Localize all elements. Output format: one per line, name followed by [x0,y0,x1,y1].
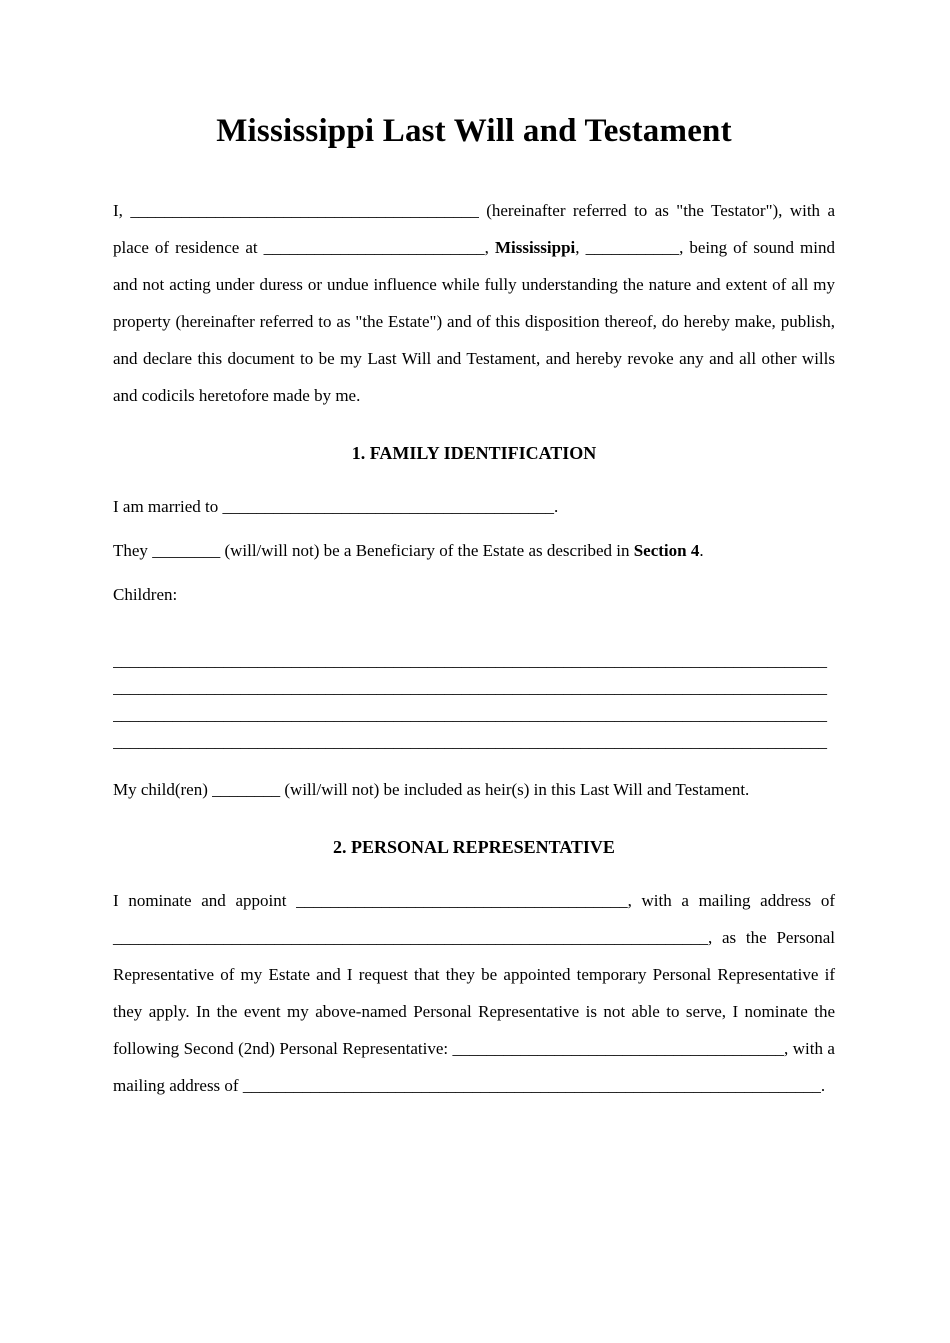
heirs-text-1: My child(ren) [113,779,213,799]
document-title: Mississippi Last Will and Testament [216,113,732,149]
children-line-3[interactable]: ____________________________________________________________________________________ [113,704,827,724]
intro-text-5: , being of sound mind and not acting under duress or undue influence while fully understanding the nature and extent of all my property (hereinafter referred to as "the Estate") and of this disposition thereof, do hereby make, publish, and declare this document to be my Last Will and Testament, and hereby revoke any and all other wills and codicils heretofore made by me. [113,237,835,405]
rep-text-4: , with a mailing address of [113,1038,835,1095]
intro-paragraph [113,192,835,414]
beneficiary-text-3: . [699,540,704,560]
married-text-2: . [554,496,559,516]
testator-name-blank[interactable]: _________________________________________ [130,200,479,220]
personal-representative-paragraph [113,882,835,1104]
second-rep-name-blank[interactable]: _______________________________________ [452,1038,785,1058]
section-1-heading: 1. FAMILY IDENTIFICATION [351,442,597,463]
personal-rep-name-blank[interactable]: _______________________________________ [296,890,628,910]
spacer [113,569,835,576]
section-4-reference: Section 4 [633,540,700,560]
residence-blank[interactable]: __________________________ [263,237,485,257]
second-rep-mailing-address-blank[interactable]: ____________________________________________________________________ [242,1075,821,1095]
intro-text-2: (hereinafter referred to as "the Testator"), with a place of residence at [113,200,835,257]
state-name: Mississippi [494,237,576,257]
section-2-heading: 2. PERSONAL REPRESENTATIVE [333,836,615,857]
date-blank[interactable]: ___________ [585,237,680,257]
children-label: Children: [113,584,178,604]
rep-text-5: . [820,1075,826,1095]
beneficiary-line [113,532,835,569]
rep-text-1: I nominate and appoint [113,890,297,910]
spouse-will-willnot-blank[interactable]: ________ [152,540,221,560]
heirs-text-2: (will/will not) be included as heir(s) in this Last Will and Testament. [280,779,750,799]
children-line-4[interactable]: ____________________________________________________________________________________ [113,731,827,751]
married-text-1: I am married to [113,496,223,516]
rep-text-2: , with a mailing address of [627,890,835,910]
children-will-willnot-blank[interactable]: ________ [212,779,281,799]
children-blank-lines [113,647,835,755]
intro-text-4: , [575,237,586,257]
spacer [113,525,835,532]
intro-text-1: I, [113,200,131,220]
heirs-paragraph [113,771,835,808]
intro-text-3: , [484,237,495,257]
beneficiary-text-1: They [113,540,153,560]
married-line [113,488,835,525]
children-line-2[interactable]: ____________________________________________________________________________________ [113,677,827,697]
beneficiary-text-2: (will/will not) be a Beneficiary of the Estate as described in [220,540,634,560]
rep-mailing-address-blank[interactable]: ______________________________________________________________________ [113,927,708,947]
rep-text-3: , as the Personal Representative of my Estate and I request that they be appointed temporary Personal Representative if they apply. In the event my above-named Personal Representative is not able to serve, I nominate the following Second (2nd) Personal Representative: [113,927,835,1058]
children-line-1[interactable]: ____________________________________________________________________________________ [113,650,827,670]
spouse-name-blank[interactable]: _______________________________________ [222,496,555,516]
